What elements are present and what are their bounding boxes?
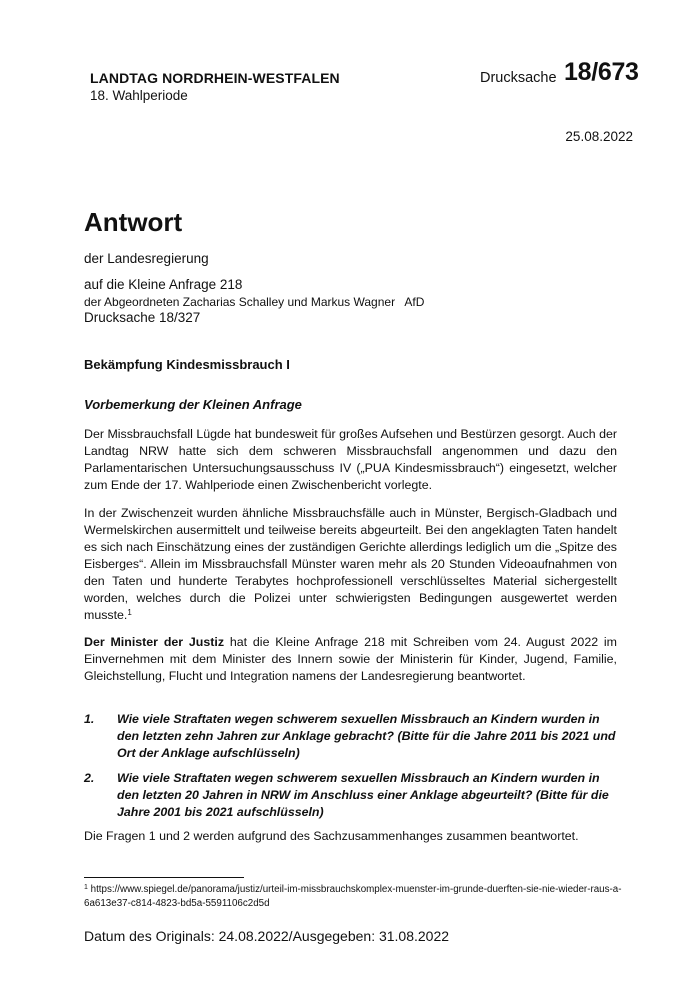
topic-heading: Bekämpfung Kindesmissbrauch I: [84, 357, 290, 372]
paragraph-3-text: hat die Kleine Anfrage 218 mit Schreiben vom 24. August 2022 im Einvernehmen mit dem Minister des Innern sowie der Ministerin für Kinder, Jugend, Familie, Gleichstellung, Flucht und Integration namens der Landesregierung beantwortet.: [84, 635, 617, 683]
question-text: Wie viele Straftaten wegen schwerem sexuellen Missbrauch an Kindern wurden in den letzten 20 Jahren in NRW im Anschluss einer Anklage abgeurteilt? (Bitte für die Jahre 2001 bis 2021 aufschlüsseln): [117, 771, 609, 819]
parliament-name: LANDTAG NORDRHEIN-WESTFALEN: [90, 70, 340, 86]
drucksache-label: Drucksache: [480, 70, 557, 86]
prelim-heading: Vorbemerkung der Kleinen Anfrage: [84, 397, 302, 412]
inquiry-line-1: auf die Kleine Anfrage 218: [84, 277, 243, 292]
paragraph-2-text: In der Zwischenzeit wurden ähnliche Missbrauchsfälle auch in Münster, Bergisch-Gladbach und Wermelskirchen ausermittelt und teilweise bereits abgeurteilt. Bei den angeklagten Taten handelt es sich nach Einschätzung eines der zuständigen Gerichte allerdings lediglich um die „Spitze des Eisberges“. Allein im Missbrauchsfall Münster waren mehr als 20 Stunden Videoaufnahmen von den Taten und hunderte Terabytes hochprofessionell verschlüsseltes Material sichergestellt worden, welches durch die Polizei unter schwierigsten Bedingungen ausgewertet werden musste.: [84, 506, 617, 622]
inquiry-authors: der Abgeordneten Zacharias Schalley und Markus Wagner AfD: [84, 294, 425, 309]
document-subtitle: der Landesregierung: [84, 251, 209, 266]
footnote: [84, 883, 624, 911]
document-title: Antwort: [84, 207, 183, 237]
paragraph-1: Der Missbrauchsfall Lügde hat bundesweit für großes Aufsehen und Bestürzen gesorgt. Auch der Landtag NRW hatte sich dem schweren Missbrauchsfall angenommen und dazu den Parlamentarischen Untersuchungsausschuss IV („PUA Kindesmissbrauch“) eingesetzt, welcher zum Ende der 17. Wahlperiode einen Zwischenbericht vorlegte.: [84, 427, 617, 492]
footnote-link[interactable]: https://www.spiegel.de/panorama/justiz/urteil-im-missbrauchskomplex-muenster-im-grunde-duerften-sie-nie-wieder-raus-a-6a613e37-c814-4823-bd5a-5591106c2d5d: [84, 884, 622, 909]
question-1: [84, 711, 617, 762]
drucksache-number: 18/673: [564, 58, 639, 86]
legislative-period: 18. Wahlperiode: [90, 88, 188, 103]
footnote-marker: 1: [84, 884, 88, 891]
footnote-reference[interactable]: 1: [127, 608, 132, 617]
minister-name: Der Minister der Justiz: [84, 635, 225, 649]
question-number: 2.: [84, 771, 95, 785]
inquiry-drucksache: Drucksache 18/327: [84, 310, 201, 325]
origin-date: Datum des Originals: 24.08.2022/Ausgegeben: 31.08.2022: [84, 928, 450, 944]
question-text: Wie viele Straftaten wegen schwerem sexuellen Missbrauch an Kindern wurden in den letzten zehn Jahren zur Anklage gebracht? (Bitte für die Jahre 2011 bis 2021 und Ort der Anklage aufschlüsseln): [117, 712, 616, 760]
document-date: 25.08.2022: [565, 129, 633, 144]
paragraph-3: [84, 634, 617, 685]
answer-intro: Die Fragen 1 und 2 werden aufgrund des Sachzusammenhanges zusammen beantwortet.: [84, 829, 579, 843]
question-number: 1.: [84, 712, 95, 726]
footnote-divider: [84, 877, 244, 878]
inquiry-reference: [84, 277, 624, 327]
question-2: [84, 770, 617, 821]
paragraph-2: [84, 505, 617, 624]
